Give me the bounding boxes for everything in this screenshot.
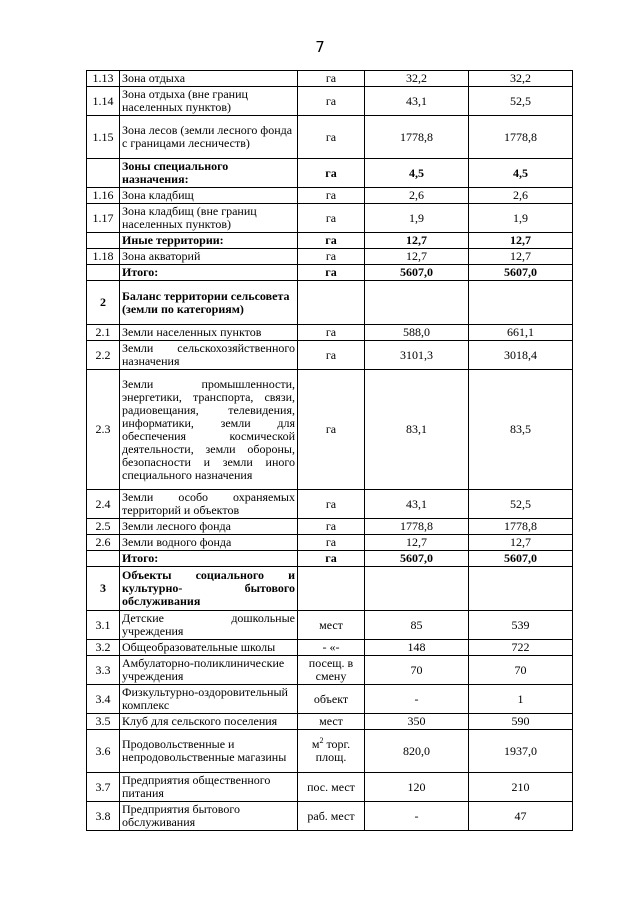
row-number-cell: 3.2 [87, 640, 120, 656]
table-row [87, 611, 573, 640]
table-row [87, 281, 573, 325]
row-unit-cell: га [298, 71, 365, 87]
row-existing-value-cell: 1778,8 [365, 519, 469, 535]
row-name-cell: Земли сельскохозяйственного назначения [120, 341, 298, 370]
row-existing-value-cell: 1778,8 [365, 116, 469, 159]
row-name-cell: Земли лесного фонда [120, 519, 298, 535]
row-planned-value-cell: 12,7 [469, 535, 573, 551]
row-name-cell: Зона лесов (земли лесного фонда с границами лесничеств) [120, 116, 298, 159]
row-number-cell [87, 551, 120, 567]
row-existing-value-cell: 2,6 [365, 188, 469, 204]
row-name-cell: Предприятия бытового обслуживания [120, 802, 298, 831]
row-number-cell: 2.1 [87, 325, 120, 341]
row-unit-cell: га [298, 233, 365, 249]
row-planned-value-cell: 52,5 [469, 490, 573, 519]
row-existing-value-cell: 85 [365, 611, 469, 640]
table-row [87, 730, 573, 773]
row-existing-value-cell: 148 [365, 640, 469, 656]
row-name-cell: Детские дошкольные учреждения [120, 611, 298, 640]
row-number-cell: 3.7 [87, 773, 120, 802]
row-number-cell: 2.6 [87, 535, 120, 551]
row-number-cell [87, 233, 120, 249]
row-number-cell: 3.3 [87, 656, 120, 685]
row-planned-value-cell [469, 567, 573, 611]
row-number-cell: 3.8 [87, 802, 120, 831]
row-name-cell: Продовольственные и непродовольственные магазины [120, 730, 298, 773]
row-unit-cell: объект [298, 685, 365, 714]
row-unit-cell: га [298, 249, 365, 265]
row-existing-value-cell: 32,2 [365, 71, 469, 87]
page-number: 7 [315, 38, 325, 56]
row-existing-value-cell: 588,0 [365, 325, 469, 341]
row-name-cell: Земли особо охраняемых территорий и объектов [120, 490, 298, 519]
row-planned-value-cell: 12,7 [469, 249, 573, 265]
table-row [87, 567, 573, 611]
row-planned-value-cell [469, 281, 573, 325]
row-number-cell: 3.4 [87, 685, 120, 714]
table-row [87, 341, 573, 370]
row-unit-cell: га [298, 325, 365, 341]
row-planned-value-cell: 70 [469, 656, 573, 685]
row-unit-cell [298, 567, 365, 611]
row-number-cell: 2.4 [87, 490, 120, 519]
row-planned-value-cell: 661,1 [469, 325, 573, 341]
row-name-cell: Общеобразовательные школы [120, 640, 298, 656]
row-unit-cell: - «- [298, 640, 365, 656]
row-unit-cell: га [298, 116, 365, 159]
row-name-cell: Зона кладбищ [120, 188, 298, 204]
row-planned-value-cell: 12,7 [469, 233, 573, 249]
table-row [87, 490, 573, 519]
row-planned-value-cell: 52,5 [469, 87, 573, 116]
row-number-cell: 3.5 [87, 714, 120, 730]
unit-exponent: 2 [319, 736, 324, 745]
row-number-cell: 2.3 [87, 370, 120, 490]
row-number-cell: 3.6 [87, 730, 120, 773]
table-row [87, 535, 573, 551]
row-existing-value-cell: 43,1 [365, 87, 469, 116]
row-existing-value-cell: 70 [365, 656, 469, 685]
row-name-cell: Баланс территории сельсовета (земли по категориям) [120, 281, 298, 325]
table-row [87, 159, 573, 188]
row-planned-value-cell: 1,9 [469, 204, 573, 233]
table-row [87, 640, 573, 656]
row-number-cell [87, 265, 120, 281]
row-unit-cell: га [298, 87, 365, 116]
row-planned-value-cell: 1937,0 [469, 730, 573, 773]
row-existing-value-cell: 12,7 [365, 535, 469, 551]
table-row [87, 71, 573, 87]
row-existing-value-cell: 820,0 [365, 730, 469, 773]
row-number-cell: 3 [87, 567, 120, 611]
row-existing-value-cell: - [365, 802, 469, 831]
row-number-cell: 2.5 [87, 519, 120, 535]
row-name-cell: Предприятия общественного питания [120, 773, 298, 802]
land-balance-table [86, 70, 573, 831]
row-number-cell: 2 [87, 281, 120, 325]
row-number-cell: 2.2 [87, 341, 120, 370]
table-row [87, 188, 573, 204]
row-unit-cell: пос. мест [298, 773, 365, 802]
row-existing-value-cell: 12,7 [365, 233, 469, 249]
row-planned-value-cell: 590 [469, 714, 573, 730]
table-body [87, 71, 573, 831]
row-existing-value-cell: 1,9 [365, 204, 469, 233]
row-planned-value-cell: 5607,0 [469, 265, 573, 281]
row-planned-value-cell: 210 [469, 773, 573, 802]
row-existing-value-cell [365, 281, 469, 325]
row-name-cell: Земли населенных пунктов [120, 325, 298, 341]
row-name-cell: Земли водного фонда [120, 535, 298, 551]
row-unit-cell: га [298, 551, 365, 567]
row-unit-cell: га [298, 159, 365, 188]
row-unit-cell: га [298, 188, 365, 204]
row-name-cell: Итого: [120, 551, 298, 567]
table-row [87, 802, 573, 831]
row-unit-cell [298, 730, 365, 773]
table-row [87, 265, 573, 281]
row-planned-value-cell: 2,6 [469, 188, 573, 204]
row-name-cell: Зона отдыха [120, 71, 298, 87]
unit-base: м [311, 737, 320, 751]
row-existing-value-cell: - [365, 685, 469, 714]
table-row [87, 370, 573, 490]
row-unit-cell: раб. мест [298, 802, 365, 831]
row-name-cell: Зоны специального назначения: [120, 159, 298, 188]
table-row [87, 116, 573, 159]
row-number-cell [87, 159, 120, 188]
row-unit-cell: посещ. в смену [298, 656, 365, 685]
table-row [87, 656, 573, 685]
row-planned-value-cell: 5607,0 [469, 551, 573, 567]
row-name-cell: Зона кладбищ (вне границ населенных пунктов) [120, 204, 298, 233]
row-planned-value-cell: 32,2 [469, 71, 573, 87]
row-unit-cell: га [298, 265, 365, 281]
row-unit-cell: га [298, 519, 365, 535]
table-row [87, 233, 573, 249]
row-planned-value-cell: 539 [469, 611, 573, 640]
row-existing-value-cell: 5607,0 [365, 265, 469, 281]
row-name-cell: Объекты социального и культурно- бытового обслуживания [120, 567, 298, 611]
row-name-cell: Земли промышленности, энергетики, транспорта, связи, радиовещания, телевидения, информатики, земли для обеспечения космической деятельности, земли обороны, безопасности и земли иного специального назначения [120, 370, 298, 490]
row-planned-value-cell: 1778,8 [469, 116, 573, 159]
table-row [87, 249, 573, 265]
row-existing-value-cell: 120 [365, 773, 469, 802]
row-name-cell: Иные территории: [120, 233, 298, 249]
row-unit-cell [298, 281, 365, 325]
row-planned-value-cell: 1778,8 [469, 519, 573, 535]
row-number-cell: 1.15 [87, 116, 120, 159]
row-unit-cell: мест [298, 611, 365, 640]
row-number-cell: 1.17 [87, 204, 120, 233]
row-existing-value-cell: 4,5 [365, 159, 469, 188]
table-row [87, 87, 573, 116]
row-unit-cell: мест [298, 714, 365, 730]
row-name-cell: Клуб для сельского поселения [120, 714, 298, 730]
row-planned-value-cell: 4,5 [469, 159, 573, 188]
row-planned-value-cell: 1 [469, 685, 573, 714]
row-existing-value-cell: 3101,3 [365, 341, 469, 370]
table-row [87, 714, 573, 730]
table-row [87, 685, 573, 714]
unit-suffix: торг. площ. [315, 737, 351, 764]
row-existing-value-cell: 12,7 [365, 249, 469, 265]
table-row [87, 325, 573, 341]
row-number-cell: 1.16 [87, 188, 120, 204]
table-row [87, 519, 573, 535]
row-unit-cell: га [298, 370, 365, 490]
row-planned-value-cell: 47 [469, 802, 573, 831]
row-number-cell: 1.18 [87, 249, 120, 265]
row-existing-value-cell: 350 [365, 714, 469, 730]
table-row [87, 773, 573, 802]
row-name-cell: Зона отдыха (вне границ населенных пунктов) [120, 87, 298, 116]
row-planned-value-cell: 3018,4 [469, 341, 573, 370]
row-number-cell: 3.1 [87, 611, 120, 640]
row-existing-value-cell: 5607,0 [365, 551, 469, 567]
row-existing-value-cell [365, 567, 469, 611]
row-existing-value-cell: 83,1 [365, 370, 469, 490]
row-unit-cell: га [298, 341, 365, 370]
row-unit-cell: га [298, 490, 365, 519]
row-name-cell: Итого: [120, 265, 298, 281]
row-unit-cell: га [298, 204, 365, 233]
row-name-cell: Зона акваторий [120, 249, 298, 265]
row-planned-value-cell: 722 [469, 640, 573, 656]
table-row [87, 551, 573, 567]
table-row [87, 204, 573, 233]
row-number-cell: 1.14 [87, 87, 120, 116]
row-name-cell: Физкультурно-оздоровительный комплекс [120, 685, 298, 714]
row-number-cell: 1.13 [87, 71, 120, 87]
row-existing-value-cell: 43,1 [365, 490, 469, 519]
row-planned-value-cell: 83,5 [469, 370, 573, 490]
row-name-cell: Амбулаторно-поликлинические учреждения [120, 656, 298, 685]
row-unit-cell: га [298, 535, 365, 551]
